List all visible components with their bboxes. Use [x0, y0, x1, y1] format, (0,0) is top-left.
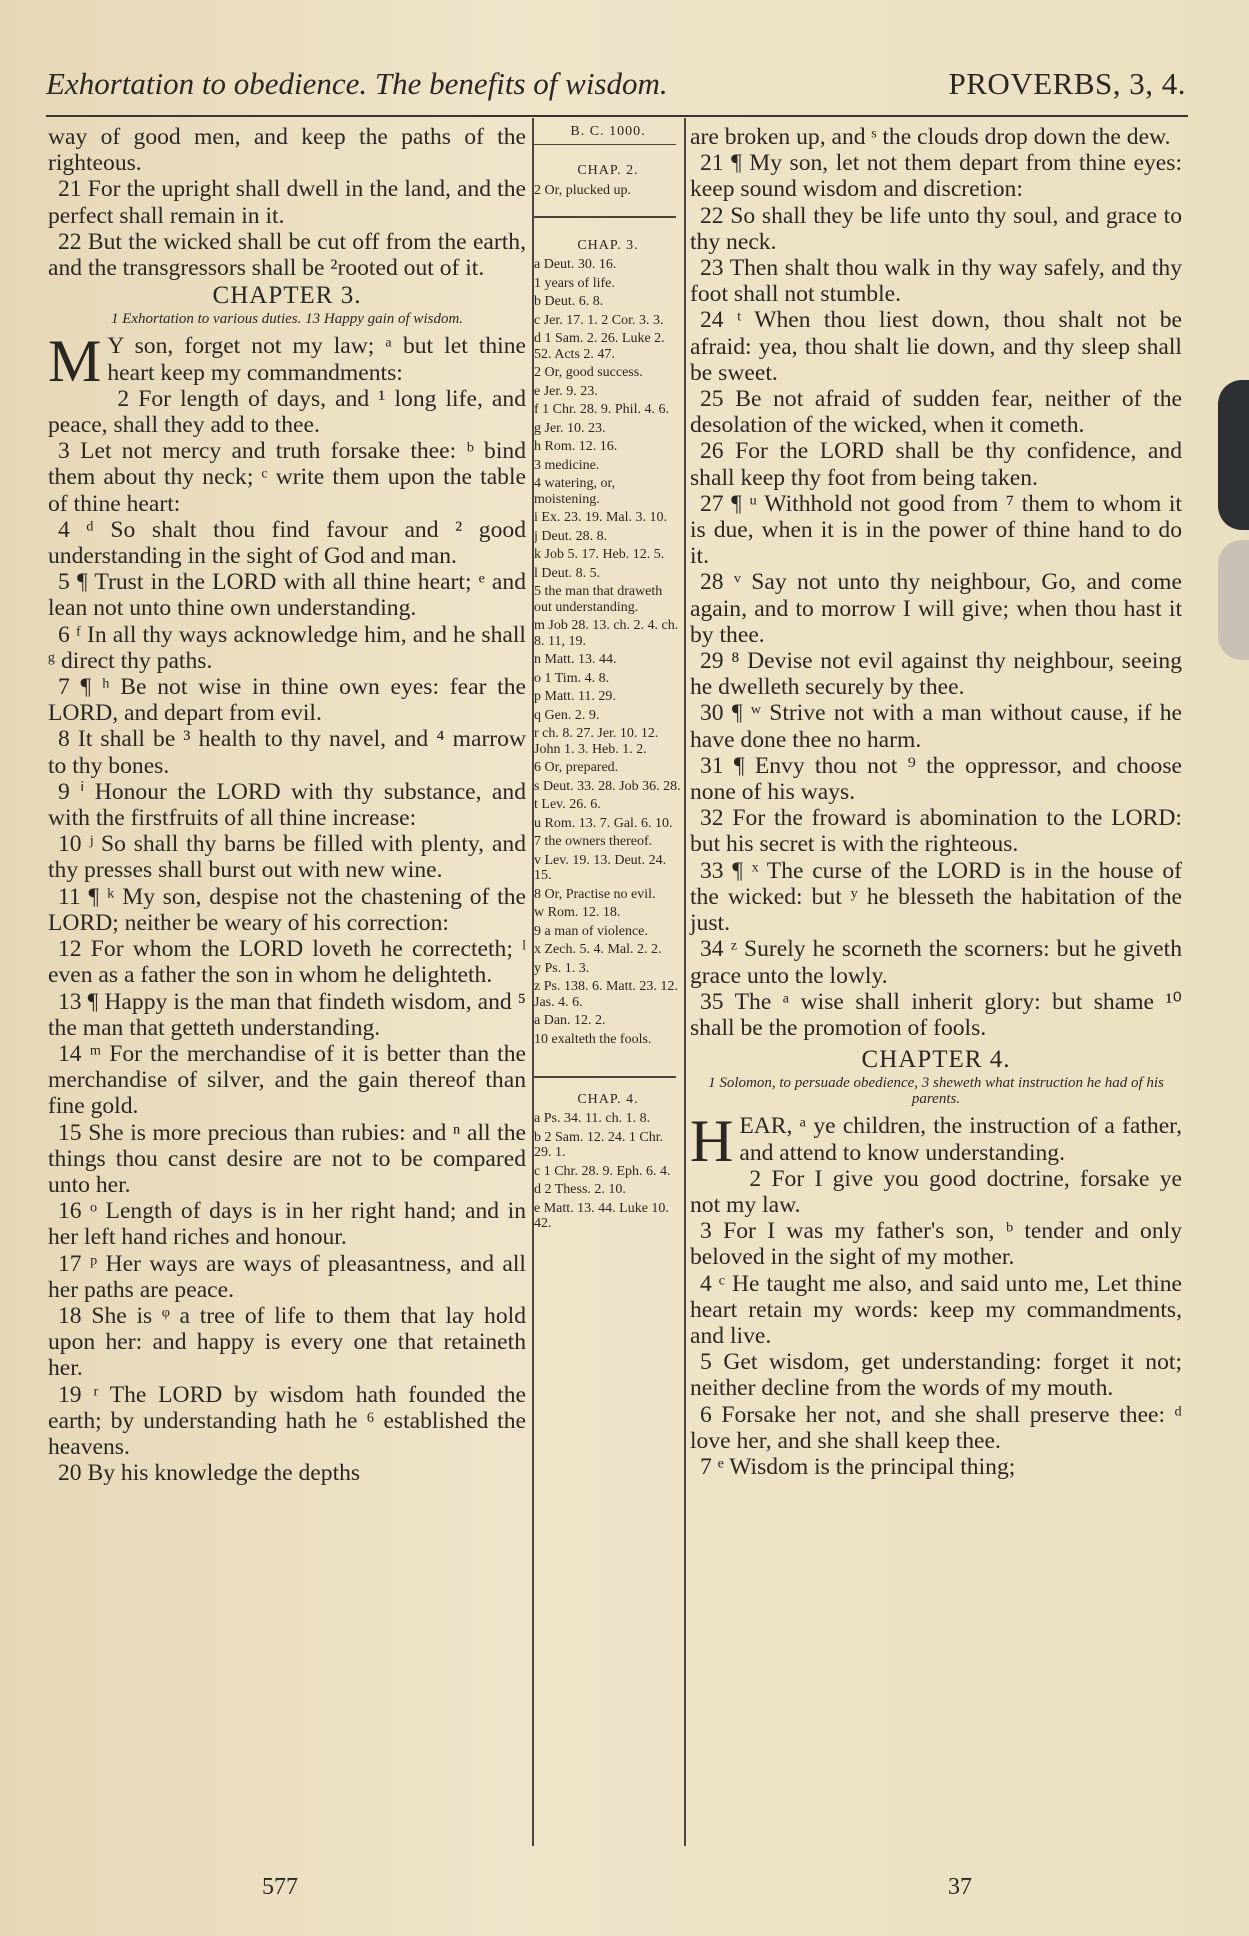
margin-reference: b 2 Sam. 12. 24. 1 Chr. 29. 1. [534, 1129, 664, 1161]
margin-reference: 10 exalteth the fools. [534, 1031, 652, 1047]
margin-rule [534, 1076, 676, 1078]
margin-reference: c 1 Chr. 28. 9. Eph. 6. 4. [534, 1163, 671, 1179]
margin-chap2-heading: CHAP. 2. [577, 163, 639, 179]
margin-reference: k Job 5. 17. Heb. 12. 5. [534, 547, 665, 563]
margin-reference: 3 medicine. [534, 457, 600, 473]
margin-reference: z Ps. 138. 6. Matt. 23. 12. Jas. 4. 6. [534, 979, 678, 1010]
margin-reference: u Rom. 13. 7. Gal. 6. 10. [534, 815, 673, 831]
margin-reference: 9 a man of violence. [534, 923, 648, 939]
verse: 7 ᵉ Wisdom is the principal thing; [700, 1453, 1016, 1480]
margin-reference: 1 years of life. [534, 275, 615, 291]
chapter-3-heading: CHAPTER 3. [212, 282, 362, 310]
verse: 15 She is more precious than rubies: and ⁿ all the things thou canst desire are not to be compared unto her. [48, 1119, 526, 1198]
margin-reference: p Matt. 11. 29. [534, 689, 616, 705]
margin-reference: r ch. 8. 27. Jer. 10. 12. John 1. 3. Heb. 1. 2. [534, 726, 659, 757]
marginal-references [534, 124, 682, 1235]
margin-reference: a Dan. 12. 2. [534, 1013, 606, 1029]
verse: 24 ᵗ When thou liest down, thou shalt not be afraid: yea, thou shalt lie down, and thy sleep shall be sweet. [690, 307, 1182, 386]
margin-chap3-heading: CHAP. 3. [577, 237, 639, 253]
margin-reference: d 2 Thess. 2. 10. [534, 1182, 626, 1198]
margin-reference: f 1 Chr. 28. 9. Phil. 4. 6. [534, 402, 669, 418]
verse: 14 ᵐ For the merchandise of it is better than the merchandise of silver, and the gain thereof than fine gold. [48, 1040, 526, 1120]
verse: 5 ¶ Trust in the LORD with all thine heart; ᵉ and lean not unto thine own understanding. [48, 569, 526, 622]
verse: 26 For the LORD shall be thy confidence, and shall keep thy foot from being taken. [690, 438, 1182, 491]
verse: 31 ¶ Envy thou not ⁹ the oppressor, and choose none of his ways. [690, 752, 1182, 806]
margin-chap3-notes [534, 257, 682, 1047]
verse: 32 For the froward is abomination to the LORD: but his secret is with the righteous. [690, 805, 1182, 858]
verse: 33 ¶ ˣ The curse of the LORD is in the house of the wicked: but ʸ he blesseth the habitation of the just. [690, 857, 1182, 937]
verse: 13 ¶ Happy is the man that findeth wisdom, and ⁵ the man that getteth understanding. [48, 988, 526, 1041]
verse: 22 But the wicked shall be cut off from the earth, and the transgressors shall be ²rooted out of it. [48, 228, 526, 282]
verse: 17 ᵖ Her ways are ways of pleasantness, and all her paths are peace. [48, 1250, 526, 1303]
verse: 9 ⁱ Honour the LORD with thy substance, and with the firstfruits of all thine increase: [48, 778, 526, 832]
margin-chap4-heading: CHAP. 4. [577, 1091, 639, 1107]
margin-note: 2 Or, plucked up. [534, 182, 632, 198]
verse: 6 Forsake her not, and she shall preserve thee: ᵈ love her, and she shall keep thee. [690, 1401, 1182, 1454]
margin-reference: d 1 Sam. 2. 26. Luke 2. 52. Acts 2. 47. [534, 331, 665, 362]
page-number-left: 577 [262, 1874, 298, 1900]
header-topic: Exhortation to obedience. The benefits of wisdom. [46, 66, 668, 101]
margin-rule [534, 216, 676, 218]
margin-reference: 7 the owners thereof. [534, 834, 653, 850]
margin-reference: v Lev. 19. 13. Deut. 24. 15. [534, 852, 667, 884]
margin-reference: q Gen. 2. 9. [534, 707, 600, 723]
margin-reference: e Matt. 13. 44. Luke 10. 42. [534, 1200, 669, 1232]
header-rule [46, 115, 1188, 117]
margin-reference: 4 watering, or, moistening. [534, 476, 616, 507]
margin-reference: i Ex. 23. 19. Mal. 3. 10. [534, 510, 667, 526]
page-number-right: 37 [948, 1874, 972, 1900]
margin-reference: e Jer. 9. 23. [534, 383, 598, 399]
margin-reference: 8 Or, Practise no evil. [534, 886, 656, 902]
verse: 20 By his knowledge the depths [58, 1460, 361, 1487]
margin-reference: l Deut. 8. 5. [534, 565, 601, 581]
margin-reference: 5 the man that draweth out understanding. [534, 584, 663, 615]
verse: 8 It shall be ³ health to thy navel, and ⁴ marrow to thy bones. [48, 726, 526, 779]
running-header [46, 66, 1186, 112]
margin-reference: a Ps. 34. 11. ch. 1. 8. [534, 1111, 651, 1127]
margin-reference: n Matt. 13. 44. [534, 652, 617, 668]
chapter-4-verse-1: HEAR, ᵃ ye children, the instruction of a father, and attend to know understanding. [690, 1108, 1182, 1175]
chapter-4-heading: CHAPTER 4. [861, 1046, 1011, 1074]
verse: 2 For I give you good doctrine, forsake ye not my law. [690, 1165, 1182, 1218]
margin-rule [534, 144, 676, 146]
verse: 11 ¶ ᵏ My son, despise not the chastening of the LORD; neither be weary of his correction: [48, 883, 526, 936]
margin-reference: 6 Or, prepared. [534, 760, 619, 776]
verse: 5 Get wisdom, get understanding: forget it not; neither decline from the words of my mouth. [690, 1349, 1182, 1402]
thumb-index-tab[interactable] [1218, 540, 1249, 660]
verse: 3 Let not mercy and truth forsake thee: ᵇ bind them about thy neck; ᶜ write them upon the table of thine heart: [48, 438, 526, 517]
verse: 2 For length of days, and ¹ long life, and peace, shall they add to thee. [48, 385, 526, 439]
chapter-4-synopsis: 1 Solomon, to persuade obedience, 3 sheweth what instruction he had of his parents. [708, 1075, 1164, 1108]
margin-reference: c Jer. 17. 1. 2 Cor. 3. 3. [534, 312, 664, 328]
verse: 30 ¶ ʷ Strive not with a man without cause, if he have done thee no harm. [690, 700, 1182, 753]
verse: 29 ⁸ Devise not evil against thy neighbour, seeing he dwelleth securely by thee. [690, 648, 1182, 701]
chapter-3-synopsis: 1 Exhortation to various duties. 13 Happy gain of wisdom. [110, 311, 464, 328]
drop-cap: M [48, 328, 102, 395]
margin-date: B. C. 1000. [570, 124, 646, 139]
verse: 10 ʲ So shall thy barns be filled with plenty, and thy presses shall burst out with new wine. [48, 831, 526, 884]
margin-reference: x Zech. 5. 4. Mal. 2. 2. [534, 942, 662, 958]
verse: 28 ᵛ Say not unto thy neighbour, Go, and come again, and to morrow I will give; when thou hast it by thee. [690, 569, 1182, 648]
margin-reference: 2 Or, good success. [534, 365, 643, 381]
margin-reference: o 1 Tim. 4. 8. [534, 670, 610, 686]
margin-reference: t Lev. 26. 6. [534, 797, 601, 813]
verse: 23 Then shalt thou walk in thy way safely, and thy foot shall not stumble. [690, 255, 1182, 308]
verse: 3 For I was my father's son, ᵇ tender and only beloved in the sight of my mother. [690, 1218, 1182, 1271]
verse: 12 For whom the LORD loveth he correcteth; ˡ even as a father the son in whom he delighteth. [48, 936, 526, 989]
verse: 22 So shall they be life unto thy soul, and grace to thy neck. [690, 202, 1182, 255]
drop-cap: H [690, 1108, 734, 1175]
verse: 19 ʳ The LORD by wisdom hath founded the earth; by understanding hath he ⁶ established the heavens. [48, 1381, 526, 1460]
verse: 6 ᶠ In all thy ways acknowledge him, and he shall ᵍ direct thy paths. [48, 621, 526, 674]
right-text-column [690, 124, 1182, 1480]
margin-reference: a Deut. 30. 16. [534, 257, 617, 273]
verse: 18 She is ᵠ a tree of life to them that lay hold upon her: and happy is every one that retaineth her. [48, 1302, 526, 1382]
verse: are broken up, and ˢ the clouds drop down the dew. [690, 124, 1171, 150]
margin-reference: y Ps. 1. 3. [534, 960, 590, 976]
verse: 27 ¶ ᵘ Withhold not good from ⁷ them to whom it is due, when it is in the power of thine hand to do it. [690, 490, 1182, 570]
margin-reference: m Job 28. 13. ch. 2. 4. ch. 8. 11, 19. [534, 618, 679, 649]
verse: 4 ᵈ So shalt thou find favour and ² good understanding in the sight of God and man. [48, 516, 526, 570]
column-divider-right [684, 118, 686, 1846]
verse: 7 ¶ ʰ Be not wise in thine own eyes: fear the LORD, and depart from evil. [48, 674, 526, 727]
margin-reference: g Jer. 10. 23. [534, 420, 606, 436]
margin-reference: j Deut. 28. 8. [534, 528, 608, 544]
chapter-3-verse-1: M Y son, forget not my law; ᵃ but let thine heart keep my commandments: [48, 328, 526, 395]
verse: 4 ᶜ He taught me also, and said unto me, Let thine heart retain my words: keep my commandments, and live. [690, 1270, 1182, 1349]
margin-reference: w Rom. 12. 18. [534, 905, 621, 921]
margin-chap4-notes [534, 1111, 682, 1232]
left-text-column [48, 124, 526, 1486]
verse: 25 Be not afraid of sudden fear, neither of the desolation of the wicked, when it cometh. [690, 386, 1182, 439]
verse: way of good men, and keep the paths of the righteous. [48, 124, 526, 177]
verse: 35 The ᵃ wise shall inherit glory: but shame ¹⁰ shall be the promotion of fools. [690, 988, 1182, 1041]
verse: 16 ᵒ Length of days is in her right hand; and in her left hand riches and honour. [48, 1198, 526, 1251]
thumb-index-tab[interactable] [1218, 380, 1249, 530]
margin-reference: h Rom. 12. 16. [534, 439, 618, 455]
margin-reference: b Deut. 6. 8. [534, 294, 604, 310]
verse: 21 For the upright shall dwell in the land, and the perfect shall remain in it. [48, 176, 526, 229]
margin-reference: s Deut. 33. 28. Job 36. 28. [534, 778, 681, 794]
verse: 21 ¶ My son, let not them depart from thine eyes: keep sound wisdom and discretion: [690, 150, 1182, 203]
header-book-chapter: PROVERBS, 3, 4. [948, 66, 1186, 101]
verse: 34 ᶻ Surely he scorneth the scorners: but he giveth grace unto the lowly. [690, 936, 1182, 989]
